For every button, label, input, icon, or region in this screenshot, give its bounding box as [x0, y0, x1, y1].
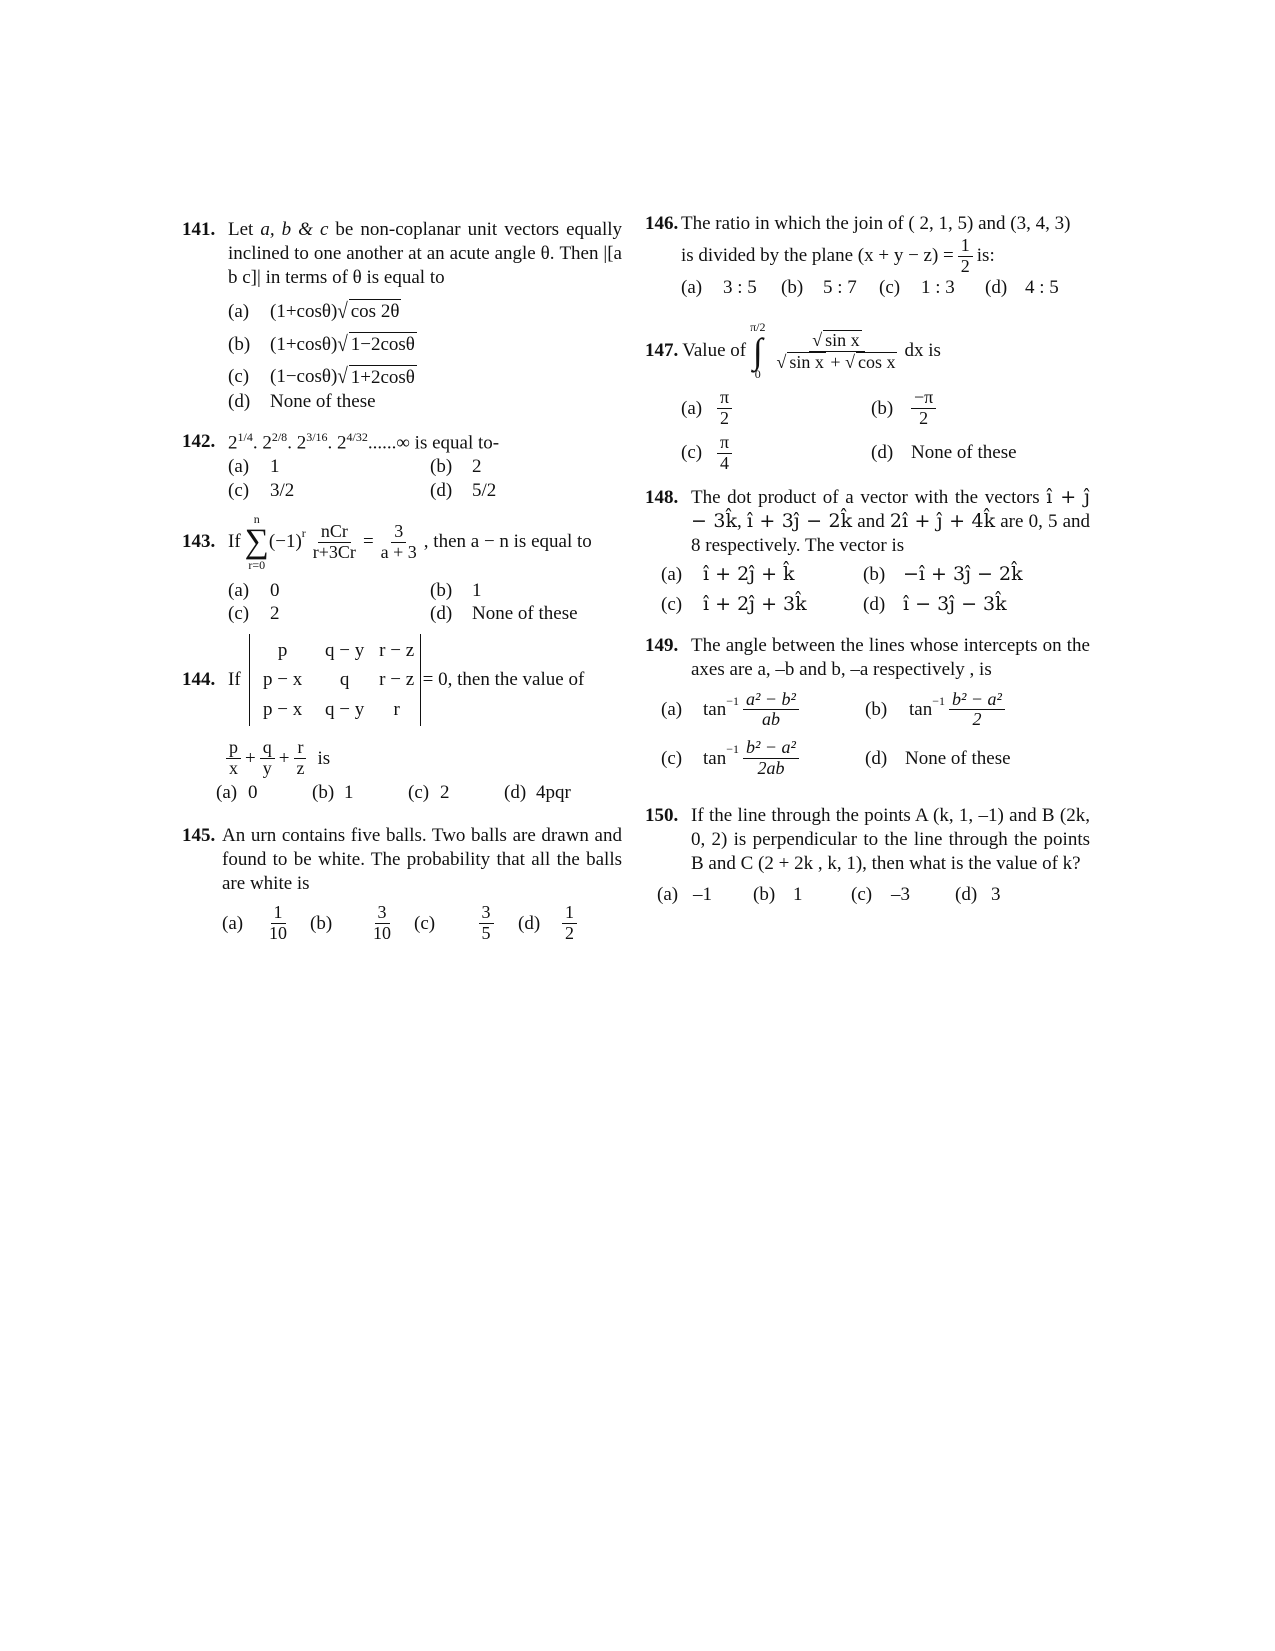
- text-segment: dx is: [904, 340, 941, 362]
- inverse-exponent: −1: [726, 742, 739, 757]
- fraction-numerator: 1: [958, 236, 973, 257]
- option-fraction: [250, 903, 306, 944]
- power-exponent: 1/4: [237, 430, 253, 444]
- vector-expression: î + ĵ − 3k̂: [691, 486, 1091, 532]
- option-text: 2: [472, 456, 482, 478]
- option-label: (b): [781, 277, 804, 299]
- option-label: (b): [430, 579, 453, 601]
- option-text: None of these: [270, 390, 376, 412]
- fraction-denominator: 4: [720, 452, 729, 473]
- option-fraction: [458, 903, 514, 944]
- option-label: (a): [681, 277, 703, 299]
- fraction-denominator: y: [262, 758, 272, 779]
- fraction-numerator: 1: [271, 903, 286, 924]
- option-text: 4pqr: [536, 781, 571, 803]
- option-label: (a): [222, 912, 244, 934]
- fraction-denominator: 10: [373, 923, 391, 944]
- question-text: [182, 430, 622, 455]
- option-expression: [703, 690, 865, 731]
- option-fraction: [911, 388, 936, 429]
- option-factor: (1+cosθ): [270, 300, 338, 322]
- option-radicand: 1+2cosθ: [350, 366, 415, 388]
- option-row: [645, 433, 1090, 474]
- option-text: 1: [270, 456, 280, 478]
- option-text: 5/2: [472, 479, 497, 501]
- function-name: tan: [909, 698, 933, 720]
- vector-expression: î + 3ĵ − 2k̂: [746, 509, 853, 532]
- option-radicand: 1−2cosθ: [350, 334, 415, 355]
- option-text: 3: [991, 884, 1001, 906]
- question-text: [645, 320, 1090, 382]
- question-number: 144.: [182, 669, 216, 690]
- radicand: sin x: [825, 329, 860, 350]
- option-label: (a): [216, 781, 238, 803]
- option-fraction: [949, 690, 1005, 731]
- matrix-cell: q − y: [325, 640, 365, 661]
- matrix-cell: q − y: [325, 698, 365, 720]
- fraction-numerator: nCr: [318, 522, 351, 543]
- fraction-numerator: b² − a²: [743, 738, 799, 759]
- plus-sign: +: [278, 747, 290, 769]
- option-label: (d): [430, 479, 453, 501]
- option-label: (b): [871, 397, 894, 419]
- fraction-denominator: 2: [960, 255, 970, 276]
- fraction-p-x: [226, 738, 241, 779]
- fraction-numerator: 3: [375, 903, 390, 924]
- option-text: 0: [270, 579, 280, 601]
- option-label: (d): [955, 884, 978, 906]
- option-fraction: [717, 433, 867, 474]
- option-text: 5 : 7: [823, 277, 857, 299]
- option-c: [182, 365, 622, 390]
- option-label: (b): [228, 333, 251, 355]
- fraction-denominator: a + 3: [380, 541, 417, 562]
- option-row: [182, 903, 622, 944]
- fraction-denominator: 2: [720, 408, 729, 429]
- option-row: [645, 593, 1090, 617]
- power-base: 2: [228, 432, 238, 454]
- inverse-exponent: −1: [726, 693, 739, 708]
- option-text: 1: [472, 579, 482, 601]
- option-fraction: [717, 388, 867, 429]
- option-row: [182, 455, 622, 479]
- lower-limit: 0: [754, 367, 761, 382]
- question-text: [645, 486, 1090, 557]
- determinant: [249, 634, 421, 726]
- question-text: [182, 634, 622, 726]
- power-base: . 2: [252, 432, 272, 454]
- fraction-numerator: 1: [562, 903, 577, 924]
- left-column: [182, 218, 622, 944]
- question-text: The angle between the lines whose intercepts on the axes are a, –b and b, –a respectively , is: [691, 635, 1090, 680]
- question-146: [645, 212, 1090, 320]
- option-label: (c): [228, 603, 250, 625]
- option-label: (c): [661, 747, 683, 769]
- triple-product: |[a b c]|: [228, 242, 622, 288]
- fraction-numerator: b² − a²: [949, 690, 1005, 711]
- fraction-half: [958, 236, 973, 277]
- vector-expression: 2î + ĵ + 4k̂: [889, 509, 996, 532]
- integral-icon: ∫: [752, 331, 763, 371]
- sum-upper: n: [253, 512, 260, 526]
- option-a: [182, 299, 622, 324]
- definite-integral: [750, 320, 765, 382]
- text-segment: Value of: [682, 340, 747, 362]
- fraction-denominator: r+3Cr: [312, 541, 356, 562]
- question-number: 147.: [645, 340, 679, 362]
- equals-sign: =: [362, 531, 374, 553]
- fraction-denominator: 2: [565, 923, 574, 944]
- option-text: 3/2: [270, 479, 295, 501]
- option-text: –1: [693, 884, 712, 906]
- matrix-cell: p: [277, 640, 288, 661]
- option-label: (c): [661, 594, 683, 615]
- power-base: . 2: [287, 432, 307, 454]
- question-145: [182, 824, 622, 944]
- function-name: tan: [703, 698, 727, 720]
- option-text: î + 2ĵ + 3k̂: [703, 593, 807, 615]
- option-label: (a): [228, 579, 250, 601]
- power-base: . 2: [327, 432, 347, 454]
- sum-term: (−1): [268, 531, 302, 553]
- text-segment: , then the value of: [447, 669, 585, 691]
- option-text: 1 : 3: [921, 277, 955, 299]
- question-number: 149.: [645, 635, 679, 656]
- option-label: (c): [228, 366, 250, 388]
- text-segment: The dot product of a vector with the vectors: [691, 487, 1040, 508]
- option-label: (a): [228, 456, 250, 478]
- option-label: (c): [879, 277, 901, 299]
- option-label: (b): [310, 912, 333, 934]
- fraction-numerator: a² − b²: [743, 690, 799, 711]
- matrix-cell: p − x: [263, 669, 303, 691]
- function-name: tan: [703, 747, 727, 769]
- option-d: [182, 390, 622, 414]
- matrix-cell: r: [393, 698, 400, 720]
- fraction-denominator: ab: [761, 709, 780, 730]
- text-segment: , then a − n is equal to: [423, 531, 592, 553]
- fraction-numerator: π: [717, 388, 732, 409]
- combination-fraction: [310, 522, 359, 563]
- fraction-denominator: x: [229, 758, 238, 779]
- text-segment: is divided by the plane (x + y − z) =: [681, 245, 954, 267]
- plus-sign: +: [245, 747, 256, 769]
- upper-limit: π/2: [750, 320, 766, 334]
- option-label: (b): [863, 564, 886, 586]
- fraction-denominator: [774, 352, 901, 373]
- option-row: [182, 479, 622, 503]
- power-exponent: 4/32: [346, 430, 368, 444]
- option-label: (c): [681, 442, 703, 464]
- option-label: (a): [661, 698, 683, 720]
- question-number: 148.: [645, 487, 679, 508]
- option-text: None of these: [905, 747, 1011, 769]
- option-label: (a): [228, 300, 250, 322]
- option-label: (d): [518, 912, 541, 934]
- vector-names: a, b & c: [260, 219, 329, 240]
- sqrt-sign: √: [337, 299, 348, 324]
- sqrt-sign: √: [776, 351, 787, 372]
- text-segment: in terms of θ is equal to: [265, 266, 445, 288]
- matrix-cell: q: [339, 669, 350, 691]
- text-segment: and: [857, 510, 885, 532]
- sqrt-sign: √: [337, 331, 348, 357]
- integrand-fraction: [774, 330, 901, 373]
- option-b: [182, 332, 622, 357]
- fraction-denominator: 2: [972, 709, 982, 730]
- fraction-numerator: [809, 330, 864, 352]
- option-factor: (1−cosθ): [270, 366, 338, 388]
- question-149: [645, 634, 1090, 804]
- option-expression: [703, 738, 865, 779]
- fraction-numerator: q: [260, 738, 275, 759]
- fraction-denominator: 2: [919, 408, 929, 429]
- option-radicand: cos 2θ: [350, 301, 400, 323]
- question-text: [182, 218, 622, 289]
- matrix-cell: p − x: [263, 698, 303, 720]
- fraction-numerator: 3: [391, 522, 406, 543]
- option-row: [645, 690, 1090, 731]
- question-text: The ratio in which the join of ( 2, 1, 5) and (3, 4, 3): [681, 213, 1071, 234]
- fraction-numerator: 3: [479, 903, 494, 924]
- option-label: (b): [430, 456, 453, 478]
- option-label: (d): [430, 603, 453, 625]
- question-number: 143.: [182, 531, 216, 552]
- sqrt-sign: √: [812, 329, 823, 350]
- question-text: An urn contains five balls. Two balls are drawn and found to be white. The probability that all the balls are white is: [222, 825, 622, 894]
- inverse-exponent: −1: [932, 693, 945, 708]
- option-row: [645, 563, 1090, 587]
- question-144: [182, 634, 622, 824]
- fraction-q-y: [260, 738, 275, 779]
- option-fraction: [354, 903, 410, 944]
- text-segment: ,: [736, 510, 742, 532]
- option-label: (b): [312, 781, 335, 803]
- fraction-r-z: [293, 738, 307, 779]
- option-text: None of these: [911, 442, 1017, 464]
- fraction-numerator: −π: [911, 388, 936, 409]
- option-row: [182, 579, 622, 603]
- question-number: 142.: [182, 431, 216, 452]
- option-label: (d): [504, 781, 527, 803]
- text-segment: If: [228, 669, 241, 691]
- option-label: (d): [863, 594, 886, 615]
- power-exponent: 2/8: [271, 430, 288, 444]
- option-text: 2: [440, 781, 450, 803]
- option-label: (a): [657, 884, 679, 906]
- option-label: (c): [228, 479, 250, 501]
- option-label: (d): [228, 390, 251, 412]
- option-text: 2: [270, 603, 280, 625]
- question-141: [182, 218, 622, 430]
- option-label: (d): [985, 277, 1008, 299]
- question-number: 145.: [182, 825, 216, 846]
- rhs-fraction: [378, 522, 420, 563]
- option-label: (c): [414, 912, 436, 934]
- option-row: [645, 738, 1090, 779]
- option-label: (b): [753, 884, 776, 906]
- question-text: [182, 512, 622, 573]
- power-exponent: 3/16: [306, 430, 328, 444]
- text-segment: If: [228, 531, 241, 553]
- option-label: (d): [865, 747, 888, 769]
- text-segment: is: [317, 747, 331, 769]
- question-143: [182, 512, 622, 634]
- fraction-denominator: 10: [269, 923, 287, 944]
- question-text-line: [645, 236, 1090, 277]
- expression: [182, 738, 622, 779]
- radicand: cos x: [857, 351, 896, 372]
- option-text: î − 3ĵ − 3k̂: [903, 593, 1007, 615]
- option-text: 3 : 5: [723, 277, 757, 299]
- option-row: [182, 602, 622, 626]
- option-row: [645, 388, 1090, 429]
- fraction-denominator: 2ab: [757, 757, 785, 778]
- question-148: [645, 486, 1090, 634]
- option-row: [645, 276, 1090, 300]
- option-text: −î + 3ĵ − 2k̂: [903, 563, 1023, 586]
- option-factor: (1+cosθ): [270, 333, 338, 355]
- option-row: [645, 883, 1090, 907]
- matrix-cell: r − z: [379, 669, 415, 691]
- exponent: r: [301, 526, 306, 540]
- option-label: (c): [408, 781, 430, 803]
- text-segment: are 0, 5 and 8 respectively. The vector is: [691, 510, 1091, 556]
- option-label: (d): [871, 442, 894, 464]
- sum-lower: r=0: [248, 557, 266, 572]
- option-text: –3: [891, 884, 910, 906]
- right-column: [645, 212, 1090, 907]
- question-142: [182, 430, 622, 512]
- fraction-numerator: π: [717, 433, 732, 454]
- question-number: 141.: [182, 219, 216, 240]
- matrix-cell: r − z: [379, 640, 415, 661]
- option-fraction: [743, 738, 799, 779]
- option-text: 1: [344, 781, 354, 803]
- text-segment: Let: [228, 219, 254, 240]
- fraction-numerator: r: [294, 738, 306, 759]
- plus-sign: +: [830, 351, 841, 372]
- option-fraction: [562, 903, 577, 944]
- option-row: [182, 781, 622, 805]
- option-label: (a): [681, 397, 703, 419]
- option-label: (b): [865, 698, 888, 720]
- sqrt-sign: √: [337, 364, 348, 389]
- text-segment: is:: [976, 245, 995, 267]
- sigma-icon: ∑: [244, 523, 269, 560]
- option-text: 1: [793, 884, 803, 906]
- option-text: 4 : 5: [1025, 277, 1059, 299]
- text-segment: ......∞ is equal to-: [367, 432, 500, 454]
- option-text: î + 2ĵ + k̂: [703, 563, 795, 586]
- fraction-denominator: 5: [481, 923, 491, 944]
- option-fraction: [743, 690, 799, 731]
- fraction-numerator: p: [226, 738, 241, 759]
- question-147: [645, 320, 1090, 486]
- equals-zero: = 0: [422, 669, 448, 691]
- question-text: If the line through the points A (k, 1, –1) and B (2k, 0, 2) is perpendicular to the line through the points B and C (2 + 2k , k, 1), then what is the value of k?: [691, 805, 1090, 874]
- option-label: (a): [661, 564, 683, 586]
- radicand: sin x: [789, 351, 824, 372]
- option-expression: [909, 690, 1009, 731]
- option-text: 0: [248, 781, 258, 803]
- fraction-denominator: z: [296, 758, 305, 779]
- question-number: 150.: [645, 805, 679, 826]
- summation: [245, 512, 269, 573]
- option-text: None of these: [472, 603, 578, 625]
- text-segment: be non-coplanar unit vectors equally inclined to one another at an acute angle θ. Then: [228, 219, 623, 264]
- sqrt-sign: √: [845, 351, 855, 372]
- question-number: 146.: [645, 213, 679, 234]
- question-150: [645, 804, 1090, 907]
- option-label: (c): [851, 884, 873, 906]
